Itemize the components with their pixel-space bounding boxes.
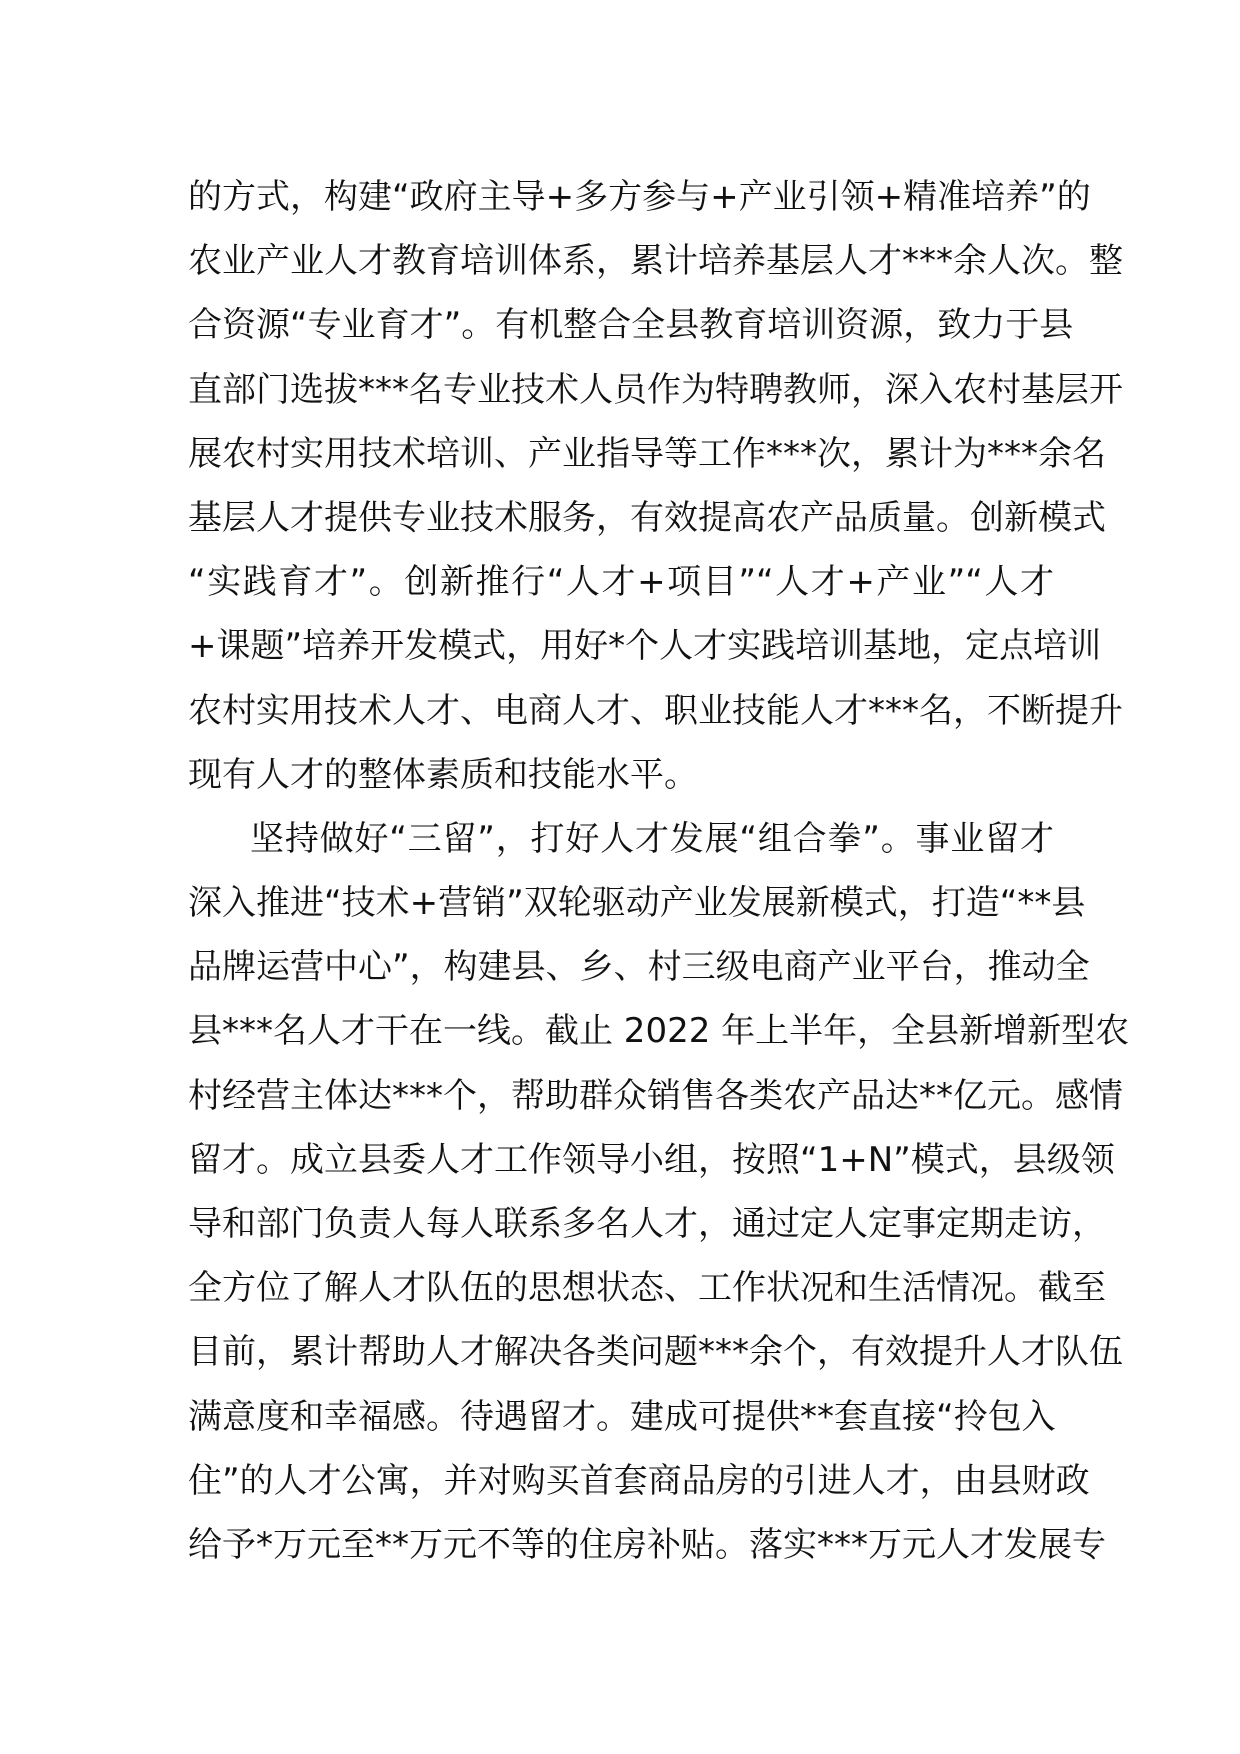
text-line: 合资源“专业育才”。有机整合全县教育培训资源，致力于县: [188, 305, 1074, 346]
text-line: 品牌运营中心”，构建县、乡、村三级电商产业平台，推动全: [188, 947, 1090, 988]
text-line: 住”的人才公寓，并对购买首套商品房的引进人才，由县财政: [188, 1460, 1090, 1501]
text-line: 给予*万元至**万元不等的住房补贴。落实***万元人才发展专: [188, 1524, 1106, 1565]
text-line: +课题”培养开发模式，用好*个人才实践培训基地，定点培训: [188, 626, 1102, 667]
text-line: 的方式，构建“政府主导+多方参与+产业引领+精准培养”的: [188, 177, 1091, 217]
text-line: 基层人才提供专业技术服务，有效提高农产品质量。创新模式: [188, 497, 1106, 538]
text-line: 留才。成立县委人才工作领导小组，按照“1+N”模式，县级领: [188, 1139, 1115, 1180]
paragraph-2: [188, 807, 1130, 1577]
paragraph-1: [188, 165, 1123, 807]
text-line: 导和部门负责人每人联系多名人才，通过定人定事定期走访，: [188, 1204, 1106, 1244]
text-line: 现有人才的整体素质和技能水平。: [188, 754, 698, 795]
text-line: 深入推进“技术+营销”双轮驱动产业发展新模式，打造“**县: [188, 883, 1086, 924]
text-line: 直部门选拔***名专业技术人员作为特聘教师，深入农村基层开: [188, 369, 1123, 410]
text-line: 农村实用技术人才、电商人才、职业技能人才***名，不断提升: [188, 690, 1123, 731]
text-line: 满意度和幸福感。待遇留才。建成可提供**套直接“拎包入: [188, 1396, 1056, 1437]
text-line: 村经营主体达***个，帮助群众销售各类农产品达**亿元。感情: [188, 1075, 1123, 1116]
text-line: 展农村实用技术培训、产业指导等工作***次，累计为***余名: [188, 433, 1106, 474]
text-line: 全方位了解人才队伍的思想状态、工作状况和生活情况。截至: [188, 1268, 1106, 1309]
text-line: 目前，累计帮助人才解决各类问题***余个，有效提升人才队伍: [188, 1332, 1123, 1373]
body-text: [188, 165, 1130, 1577]
text-line: 县***名人才干在一线。截止 2022 年上半年，全县新增新型农: [188, 1011, 1130, 1052]
text-line: 坚持做好“三留”，打好人才发展“组合拳”。事业留才: [250, 818, 1054, 859]
text-line: 农业产业人才教育培训体系，累计培养基层人才***余人次。整: [188, 241, 1123, 282]
text-line: “实践育才”。创新推行“人才+项目”“人才+产业”“人才: [188, 562, 1054, 603]
